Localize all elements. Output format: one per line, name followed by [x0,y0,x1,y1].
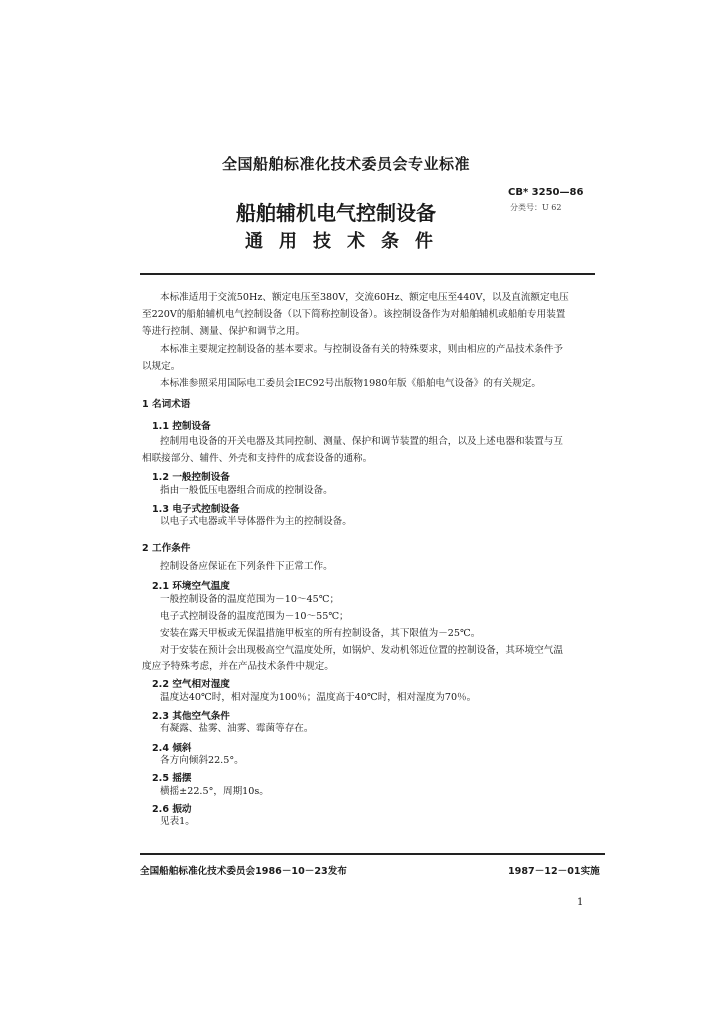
standard-number: CB* 3250—86 [508,187,584,198]
intro-paragraph-1-line-2: 至220V的船舶辅机电气控制设备（以下简称控制设备）。该控制设备作为对船舶辅机或船舶专用装置 [142,309,566,320]
document-title: 船舶辅机电气控制设备 [236,201,436,225]
page-number: 1 [577,897,584,908]
section-2-2-heading: 2.2 空气相对湿度 [152,679,230,690]
intro-paragraph-1-line-3: 等进行控制、测量、保护和调节之用。 [142,326,306,337]
section-2-1-text-line-1: 一般控制设备的温度范围为－10～45℃； [160,594,340,605]
section-1-1-heading: 1.1 控制设备 [152,421,211,432]
section-2-5-heading: 2.5 摇摆 [152,773,192,784]
section-2-1-text-line-3: 安装在露天甲板或无保温措施甲板室的所有控制设备，其下限值为－25℃。 [160,628,481,639]
document-subtitle: 通用技术条件 [245,231,449,252]
intro-paragraph-2-line-1: 本标准主要规定控制设备的基本要求。与控制设备有关的特殊要求，则由相应的产品技术条件予 [160,344,563,355]
section-2-1-text-line-2: 电子式控制设备的温度范围为－10～55℃； [160,611,349,622]
section-2-6-text: 见表1。 [160,816,195,827]
section-1-1-text-line-1: 控制用电设备的开关电器及其同控制、测量、保护和调节装置的组合，以及上述电器和装置与互 [160,436,563,447]
section-2-6-heading: 2.6 振动 [152,804,192,815]
footer-rule [140,853,605,855]
section-2-3-text: 有凝露、盐雾、油雾、霉菌等存在。 [160,723,314,734]
section-1-2-text: 指由一般低压电器组合而成的控制设备。 [160,485,333,496]
section-2-3-heading: 2.3 其他空气条件 [152,711,230,722]
intro-paragraph-1-line-1: 本标准适用于交流50Hz、额定电压至380V，交流60Hz、额定电压至440V，以及直流额定电压 [160,292,569,303]
intro-paragraph-2-line-2: 以规定。 [142,361,181,372]
section-1-1-text-line-2: 相联接部分、辅件、外壳和支持件的成套设备的通称。 [142,453,373,464]
section-2-intro: 控制设备应保证在下列条件下正常工作。 [160,561,333,572]
section-2-2-text: 温度达40℃时，相对湿度为100％；温度高于40℃时，相对湿度为70％。 [160,692,477,703]
effective-date: 1987－12－01实施 [508,866,600,877]
intro-paragraph-3: 本标准参照采用国际电工委员会IEC92号出版物1980年版《船舶电气设备》的有关规定。 [160,378,541,389]
section-2-1-heading: 2.1 环境空气温度 [152,581,230,592]
section-2-1-text-line-5: 度应予特殊考虑，并在产品技术条件中规定。 [142,661,334,672]
section-2-4-text: 各方向倾斜22.5°。 [160,755,244,766]
classification-number: 分类号：U 62 [510,203,562,212]
issue-date: 全国船舶标准化技术委员会1986－10－23发布 [140,866,347,877]
section-1-3-text: 以电子式电器或半导体器件为主的控制设备。 [160,516,352,527]
section-2-5-text: 横摇±22.5°，周期10s。 [160,786,269,797]
section-1-3-heading: 1.3 电子式控制设备 [152,504,240,515]
section-2-heading: 2 工作条件 [142,543,191,554]
section-1-2-heading: 1.2 一般控制设备 [152,472,230,483]
header-rule [140,273,595,275]
section-2-1-text-line-4: 对于安装在预计会出现极高空气温度处所，如锅炉、发动机邻近位置的控制设备，其环境空气温 [160,645,563,656]
issuing-organization: 全国船舶标准化技术委员会专业标准 [222,155,471,173]
section-1-heading: 1 名词术语 [142,399,191,410]
section-2-4-heading: 2.4 倾斜 [152,743,192,754]
